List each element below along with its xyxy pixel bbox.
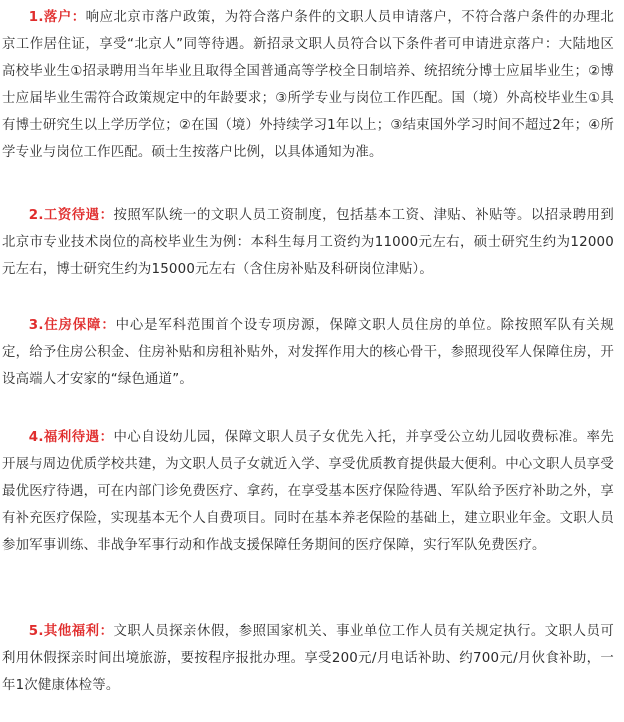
heading-separator: ： bbox=[71, 10, 86, 25]
section-heading: 1.落户 bbox=[28, 10, 72, 25]
section-heading: 3.住房保障 bbox=[28, 318, 102, 333]
section-salary bbox=[2, 202, 614, 283]
heading-separator: ： bbox=[99, 624, 114, 639]
section-body: 响应北京市落户政策，为符合落户条件的文职人员申请落户，不符合落户条件的办理北京工作居住证，享受“北京人”同等待遇。新招录文职人员符合以下条件者可申请进京落户：大陆地区高校毕业生①招录聘用当年毕业且取得全国普通高等学校全日制培养、统招统分博士应届毕业生；②博士应届毕业生需符合政策规定中的年龄要求；③所学专业与岗位工作匹配。国（境）外高校毕业生①具有博士研究生以上学历学位；②在国（境）外持续学习1年以上；③结束国外学习时间不超过2年；④所学专业与岗位工作匹配。硕士生按落户比例，以具体通知为准。 bbox=[2, 10, 614, 160]
heading-separator: ： bbox=[99, 430, 114, 445]
section-heading: 5.其他福利 bbox=[28, 624, 100, 639]
section-welfare bbox=[2, 424, 614, 559]
section-body: 文职人员探亲休假，参照国家机关、事业单位工作人员有关规定执行。文职人员可利用休假探亲时间出境旅游，要按程序报批办理。享受200元/月电话补助、约700元/月伙食补助，一年1次健康体检等。 bbox=[2, 624, 615, 693]
section-housing bbox=[2, 312, 614, 393]
section-body: 中心自设幼儿园，保障文职人员子女优先入托，并享受公立幼儿园收费标准。率先开展与周边优质学校共建，为文职人员子女就近入学、享受优质教育提供最大便利。中心文职人员享受最优医疗待遇，可在内部门诊免费医疗、拿药，在享受基本医疗保险待遇、军队给予医疗补助之外，享有补充医疗保险，实现基本无个人自费项目。同时在基本养老保险的基础上，建立职业年金。文职人员参加军事训练、非战争军事行动和作战支援保障任务期间的医疗保障，实行军队免费医疗。 bbox=[2, 430, 615, 553]
section-body: 中心是军科范围首个设专项房源，保障文职人员住房的单位。除按照军队有关规定，给予住房公积金、住房补贴和房租补贴外，对发挥作用大的核心骨干，参照现役军人保障住房，开设高端人才安家的“绿色通道”。 bbox=[2, 318, 614, 387]
section-household-registration bbox=[2, 4, 614, 166]
section-other-benefits bbox=[2, 618, 614, 699]
section-body: 按照军队统一的文职人员工资制度，包括基本工资、津贴、补贴等。以招录聘用到北京市专业技术岗位的高校毕业生为例：本科生每月工资约为11000元左右，硕士研究生约为12000元左右，博士研究生约为15000元左右（含住房补贴及科研岗位津贴）。 bbox=[2, 208, 615, 277]
section-heading: 2.工资待遇 bbox=[28, 208, 100, 223]
heading-separator: ： bbox=[101, 318, 116, 333]
section-heading: 4.福利待遇 bbox=[28, 430, 100, 445]
heading-separator: ： bbox=[99, 208, 114, 223]
